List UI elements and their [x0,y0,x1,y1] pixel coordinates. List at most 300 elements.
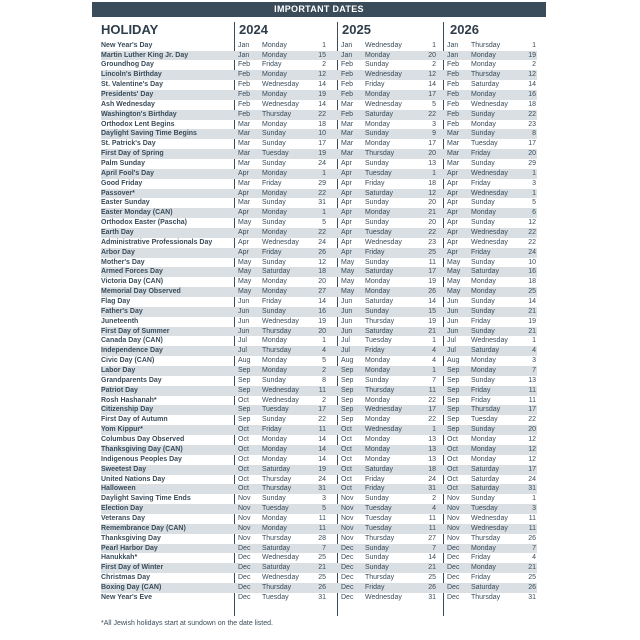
day-2026: 31 [528,485,536,493]
month-2025: Feb [341,110,354,118]
weekday-2025: Friday [365,248,385,256]
holiday-name: Labor Day [101,367,136,375]
day-2025: 26 [428,288,436,296]
weekday-2024: Thursday [262,583,292,591]
month-2025: Sep [341,386,354,394]
holiday-name: Rosh Hashanah* [101,396,157,404]
table-row [101,563,537,573]
day-2024: 1 [322,169,326,177]
weekday-2026: Thursday [471,406,501,414]
day-2026: 11 [528,514,536,522]
day-2024: 22 [318,229,326,237]
weekday-2024: Thursday [262,110,292,118]
month-2025: Apr [341,199,352,207]
month-2025: Dec [341,554,354,562]
table-row [101,346,537,356]
holiday-name: Patriot Day [101,386,138,394]
weekday-2024: Monday [262,51,287,59]
day-2025: 1 [432,367,436,375]
month-2025: May [341,278,355,286]
month-2025: Jun [341,298,353,306]
day-2025: 19 [428,317,436,325]
holiday-name: United Nations Day [101,475,166,483]
month-2024: Oct [238,475,249,483]
day-2024: 18 [318,268,326,276]
day-2025: 25 [428,574,436,582]
weekday-2025: Monday [365,209,390,217]
month-2026: Jun [447,298,459,306]
holiday-name: Thanksgiving Day [101,534,161,542]
weekday-2024: Friday [262,298,282,306]
weekday-2026: Monday [471,278,496,286]
month-2026: Apr [447,169,458,177]
weekday-2025: Monday [365,436,390,444]
month-2026: Dec [447,593,460,601]
table-row [101,455,537,465]
day-2025: 13 [428,160,436,167]
weekday-2026: Monday [471,544,496,552]
weekday-2025: Wednesday [365,426,402,434]
weekday-2025: Monday [365,367,390,375]
month-2026: Nov [447,514,460,522]
weekday-2024: Monday [262,524,287,532]
holiday-name: First Day of Winter [101,564,164,572]
month-2025: Sep [341,416,354,424]
month-2024: Sep [238,416,251,424]
table-row [101,51,537,61]
day-2025: 20 [428,219,436,227]
weekday-2026: Monday [471,61,496,69]
day-2026: 17 [528,140,536,148]
day-2024: 3 [322,495,326,503]
day-2025: 2 [432,495,436,503]
day-2026: 3 [532,179,536,187]
holiday-name: Presidents' Day [101,90,154,98]
day-2024: 1 [322,41,326,49]
table-row [101,534,537,544]
month-2024: Apr [238,248,249,256]
month-2024: Jun [238,327,250,335]
holiday-name: April Fool's Day [101,169,155,177]
month-2026: Jun [447,327,459,335]
day-2024: 12 [318,258,326,266]
month-2026: Apr [447,179,458,187]
weekday-2024: Sunday [262,307,286,315]
weekday-2024: Monday [262,120,287,128]
weekday-2026: Wednesday [471,189,508,197]
month-2025: Feb [341,90,354,98]
month-2026: Sep [447,406,460,414]
month-2024: Feb [238,61,251,69]
day-2024: 14 [318,100,326,108]
month-2026: Feb [447,120,460,128]
weekday-2024: Sunday [262,376,286,384]
weekday-2026: Friday [471,554,491,562]
day-2024: 22 [318,189,326,197]
day-2025: 1 [432,337,436,345]
day-2026: 2 [532,61,536,69]
day-2026: 17 [528,406,536,414]
table-row [101,573,537,583]
weekday-2025: Thursday [365,534,395,542]
day-2025: 22 [428,229,436,237]
holiday-name: Civic Day (CAN) [101,357,155,365]
month-2025: Mar [341,140,354,148]
month-2024: Apr [238,169,249,177]
weekday-2026: Monday [471,288,496,296]
weekday-2024: Tuesday [262,593,289,601]
holiday-name: Election Day [101,505,144,513]
day-2025: 11 [428,386,436,394]
weekday-2024: Monday [262,445,287,453]
weekday-2024: Thursday [262,347,292,355]
day-2025: 18 [428,465,436,473]
month-2026: Jan [447,41,459,49]
month-2026: Dec [447,574,460,582]
day-2026: 3 [532,357,536,365]
month-2025: Nov [341,524,354,532]
day-2025: 14 [428,81,436,89]
holiday-name: Groundhog Day [101,61,154,69]
day-2026: 19 [528,317,536,325]
holiday-name: Indigenous Peoples Day [101,455,182,463]
weekday-2025: Friday [365,347,385,355]
weekday-2024: Monday [262,367,287,375]
day-2024: 17 [318,140,326,148]
month-2026: Jan [447,51,459,59]
month-2026: Sep [447,386,460,394]
month-2024: Nov [238,524,251,532]
day-2025: 17 [428,90,436,98]
weekday-2025: Saturday [365,298,394,306]
month-2026: Feb [447,61,460,69]
holiday-name: Halloween [101,485,136,493]
weekday-2026: Wednesday [471,100,508,108]
weekday-2024: Monday [262,90,287,98]
weekday-2025: Sunday [365,554,389,562]
day-2025: 22 [428,416,436,424]
day-2025: 5 [432,100,436,108]
holiday-name: Earth Day [101,229,134,237]
table-row [101,218,537,228]
holiday-name: Flag Day [101,298,131,306]
day-2024: 14 [318,298,326,306]
weekday-2026: Wednesday [471,229,508,237]
month-2024: Dec [238,593,251,601]
day-2026: 18 [528,278,536,286]
weekday-2025: Friday [365,179,385,187]
table-row [101,356,537,366]
month-2025: Apr [341,219,352,227]
weekday-2024: Sunday [262,130,286,138]
weekday-2024: Monday [262,229,287,237]
day-2026: 12 [528,455,536,463]
holiday-name: New Year's Eve [101,593,152,601]
month-2026: Apr [447,248,458,256]
day-2025: 17 [428,406,436,414]
weekday-2024: Tuesday [262,505,289,513]
weekday-2025: Wednesday [365,238,402,246]
holiday-name: Boxing Day (CAN) [101,583,162,591]
month-2026: Dec [447,554,460,562]
month-2024: Jul [238,337,247,345]
month-2026: Nov [447,505,460,513]
month-2024: Jul [238,347,247,355]
holiday-name: Mother's Day [101,258,145,266]
weekday-2024: Monday [262,41,287,49]
month-2026: Jun [447,307,459,315]
month-2025: Nov [341,505,354,513]
month-2024: Jan [238,41,250,49]
day-2026: 1 [532,41,536,49]
month-2026: Aug [447,357,460,365]
month-2024: Nov [238,505,251,513]
day-2024: 11 [318,426,326,434]
weekday-2024: Friday [262,426,282,434]
day-2025: 2 [432,61,436,69]
day-2025: 12 [428,189,436,197]
day-2026: 24 [528,248,536,256]
day-2024: 1 [322,337,326,345]
table-row [101,179,537,189]
month-2026: May [447,258,461,266]
day-2026: 16 [528,268,536,276]
month-2025: Oct [341,475,352,483]
weekday-2024: Monday [262,71,287,79]
weekday-2026: Wednesday [471,238,508,246]
month-2026: Dec [447,544,460,552]
table-row [101,514,537,524]
holiday-name: Sweetest Day [101,465,147,473]
month-2025: Jul [341,347,350,355]
weekday-2024: Friday [262,61,282,69]
day-2026: 21 [528,327,536,335]
weekday-2026: Monday [471,367,496,375]
weekday-2026: Saturday [471,268,500,276]
month-2025: Mar [341,120,354,128]
month-2024: Sep [238,367,251,375]
table-row [101,41,537,51]
month-2024: May [238,288,252,296]
month-2024: Oct [238,396,249,404]
weekday-2024: Sunday [262,219,286,227]
weekday-2026: Monday [471,564,496,572]
weekday-2026: Thursday [471,71,501,79]
holiday-name: Easter Monday (CAN) [101,209,173,217]
weekday-2025: Sunday [365,160,389,167]
holiday-header: HOLIDAY [101,22,159,37]
month-2025: Dec [341,574,354,582]
holiday-name: Father's Day [101,307,143,315]
month-2025: Nov [341,534,354,542]
month-2024: Apr [238,238,249,246]
year-2025-header: 2025 [342,22,371,37]
weekday-2024: Monday [262,337,287,345]
weekday-2025: Thursday [365,386,395,394]
day-2026: 18 [528,100,536,108]
table-row [101,110,537,120]
day-2026: 29 [528,160,536,167]
table-row [101,90,537,100]
month-2026: Sep [447,376,460,384]
day-2026: 7 [532,544,536,552]
month-2025: Mar [341,150,354,158]
weekday-2024: Monday [262,455,287,463]
day-2024: 16 [318,307,326,315]
day-2026: 22 [528,238,536,246]
holiday-name: Armed Forces Day [101,268,163,276]
weekday-2026: Monday [471,455,496,463]
holiday-name: Yom Kippur* [101,426,143,434]
weekday-2025: Monday [365,140,390,148]
weekday-2026: Thursday [471,593,501,601]
day-2024: 10 [318,130,326,138]
day-2025: 20 [428,199,436,207]
day-2025: 21 [428,209,436,217]
month-2026: Apr [447,229,458,237]
month-2026: Apr [447,238,458,246]
day-2024: 11 [318,514,326,522]
month-2024: Jan [238,51,250,59]
weekday-2026: Sunday [471,495,495,503]
weekday-2024: Wednesday [262,100,299,108]
month-2024: Dec [238,564,251,572]
weekday-2025: Thursday [365,574,395,582]
day-2025: 21 [428,564,436,572]
month-2025: Apr [341,189,352,197]
month-2024: Feb [238,110,251,118]
day-2025: 3 [432,120,436,128]
month-2025: Jun [341,317,353,325]
day-2026: 26 [528,534,536,542]
table-row [101,60,537,70]
day-2025: 14 [428,554,436,562]
weekday-2024: Friday [262,179,282,187]
table-row [101,317,537,327]
day-2025: 31 [428,485,436,493]
weekday-2025: Wednesday [365,41,402,49]
day-2024: 1 [322,209,326,217]
table-row [101,396,537,406]
day-2024: 2 [322,61,326,69]
month-2024: Apr [238,189,249,197]
month-2024: Sep [238,406,251,414]
month-2025: Jan [341,41,353,49]
month-2024: Mar [238,140,251,148]
month-2025: Oct [341,436,352,444]
weekday-2026: Thursday [471,534,501,542]
day-2025: 22 [428,110,436,118]
weekday-2025: Monday [365,288,390,296]
day-2026: 20 [528,426,536,434]
holiday-name: Palm Sunday [101,160,145,167]
important-dates-banner: IMPORTANT DATES [92,2,546,17]
day-2025: 20 [428,51,436,59]
weekday-2025: Sunday [365,219,389,227]
holiday-name: Victoria Day (CAN) [101,278,164,286]
weekday-2026: Monday [471,90,496,98]
month-2025: May [341,288,355,296]
weekday-2024: Wednesday [262,574,299,582]
day-2026: 12 [528,219,536,227]
table-row [101,297,537,307]
month-2025: Dec [341,544,354,552]
weekday-2024: Saturday [262,268,291,276]
month-2024: May [238,219,252,227]
table-row [101,494,537,504]
table-row [101,277,537,287]
day-2024: 24 [318,238,326,246]
month-2025: Oct [341,465,352,473]
weekday-2024: Sunday [262,416,286,424]
day-2024: 24 [318,160,326,167]
table-row [101,198,537,208]
day-2025: 25 [428,248,436,256]
day-2026: 1 [532,169,536,177]
day-2025: 24 [428,475,436,483]
weekday-2025: Thursday [365,317,395,325]
day-2026: 31 [528,593,536,601]
day-2024: 17 [318,406,326,414]
weekday-2025: Wednesday [365,406,402,414]
weekday-2024: Wednesday [262,554,299,562]
month-2025: Jun [341,327,353,335]
month-2024: Feb [238,81,251,89]
month-2025: Dec [341,564,354,572]
month-2024: Oct [238,485,249,493]
weekday-2026: Wednesday [471,514,508,522]
day-2026: 17 [528,465,536,473]
day-2024: 20 [318,327,326,335]
table-row [101,553,537,563]
holiday-name: Canada Day (CAN) [101,337,163,345]
table-row [101,139,537,149]
weekday-2025: Wednesday [365,71,402,79]
weekday-2024: Wednesday [262,81,299,89]
month-2026: May [447,278,461,286]
table-row [101,336,537,346]
day-2024: 19 [318,465,326,473]
day-2025: 11 [428,258,436,266]
month-2024: Jun [238,317,250,325]
table-row [101,475,537,485]
weekday-2026: Friday [471,317,491,325]
day-2026: 1 [532,495,536,503]
month-2025: Apr [341,238,352,246]
day-2024: 22 [318,110,326,118]
day-2024: 14 [318,436,326,444]
day-2025: 18 [428,179,436,187]
month-2024: Apr [238,229,249,237]
month-2025: Sep [341,396,354,404]
month-2024: Oct [238,465,249,473]
weekday-2025: Friday [365,583,385,591]
day-2025: 22 [428,396,436,404]
weekday-2026: Sunday [471,219,495,227]
day-2025: 13 [428,455,436,463]
month-2024: Oct [238,426,249,434]
month-2024: Sep [238,376,251,384]
month-2025: Sep [341,367,354,375]
day-2026: 10 [528,258,536,266]
table-row [101,149,537,159]
table-row [101,415,537,425]
weekday-2024: Monday [262,436,287,444]
month-2024: Dec [238,554,251,562]
month-2024: Jun [238,307,250,315]
year-2024-header: 2024 [239,22,268,37]
month-2026: Apr [447,219,458,227]
